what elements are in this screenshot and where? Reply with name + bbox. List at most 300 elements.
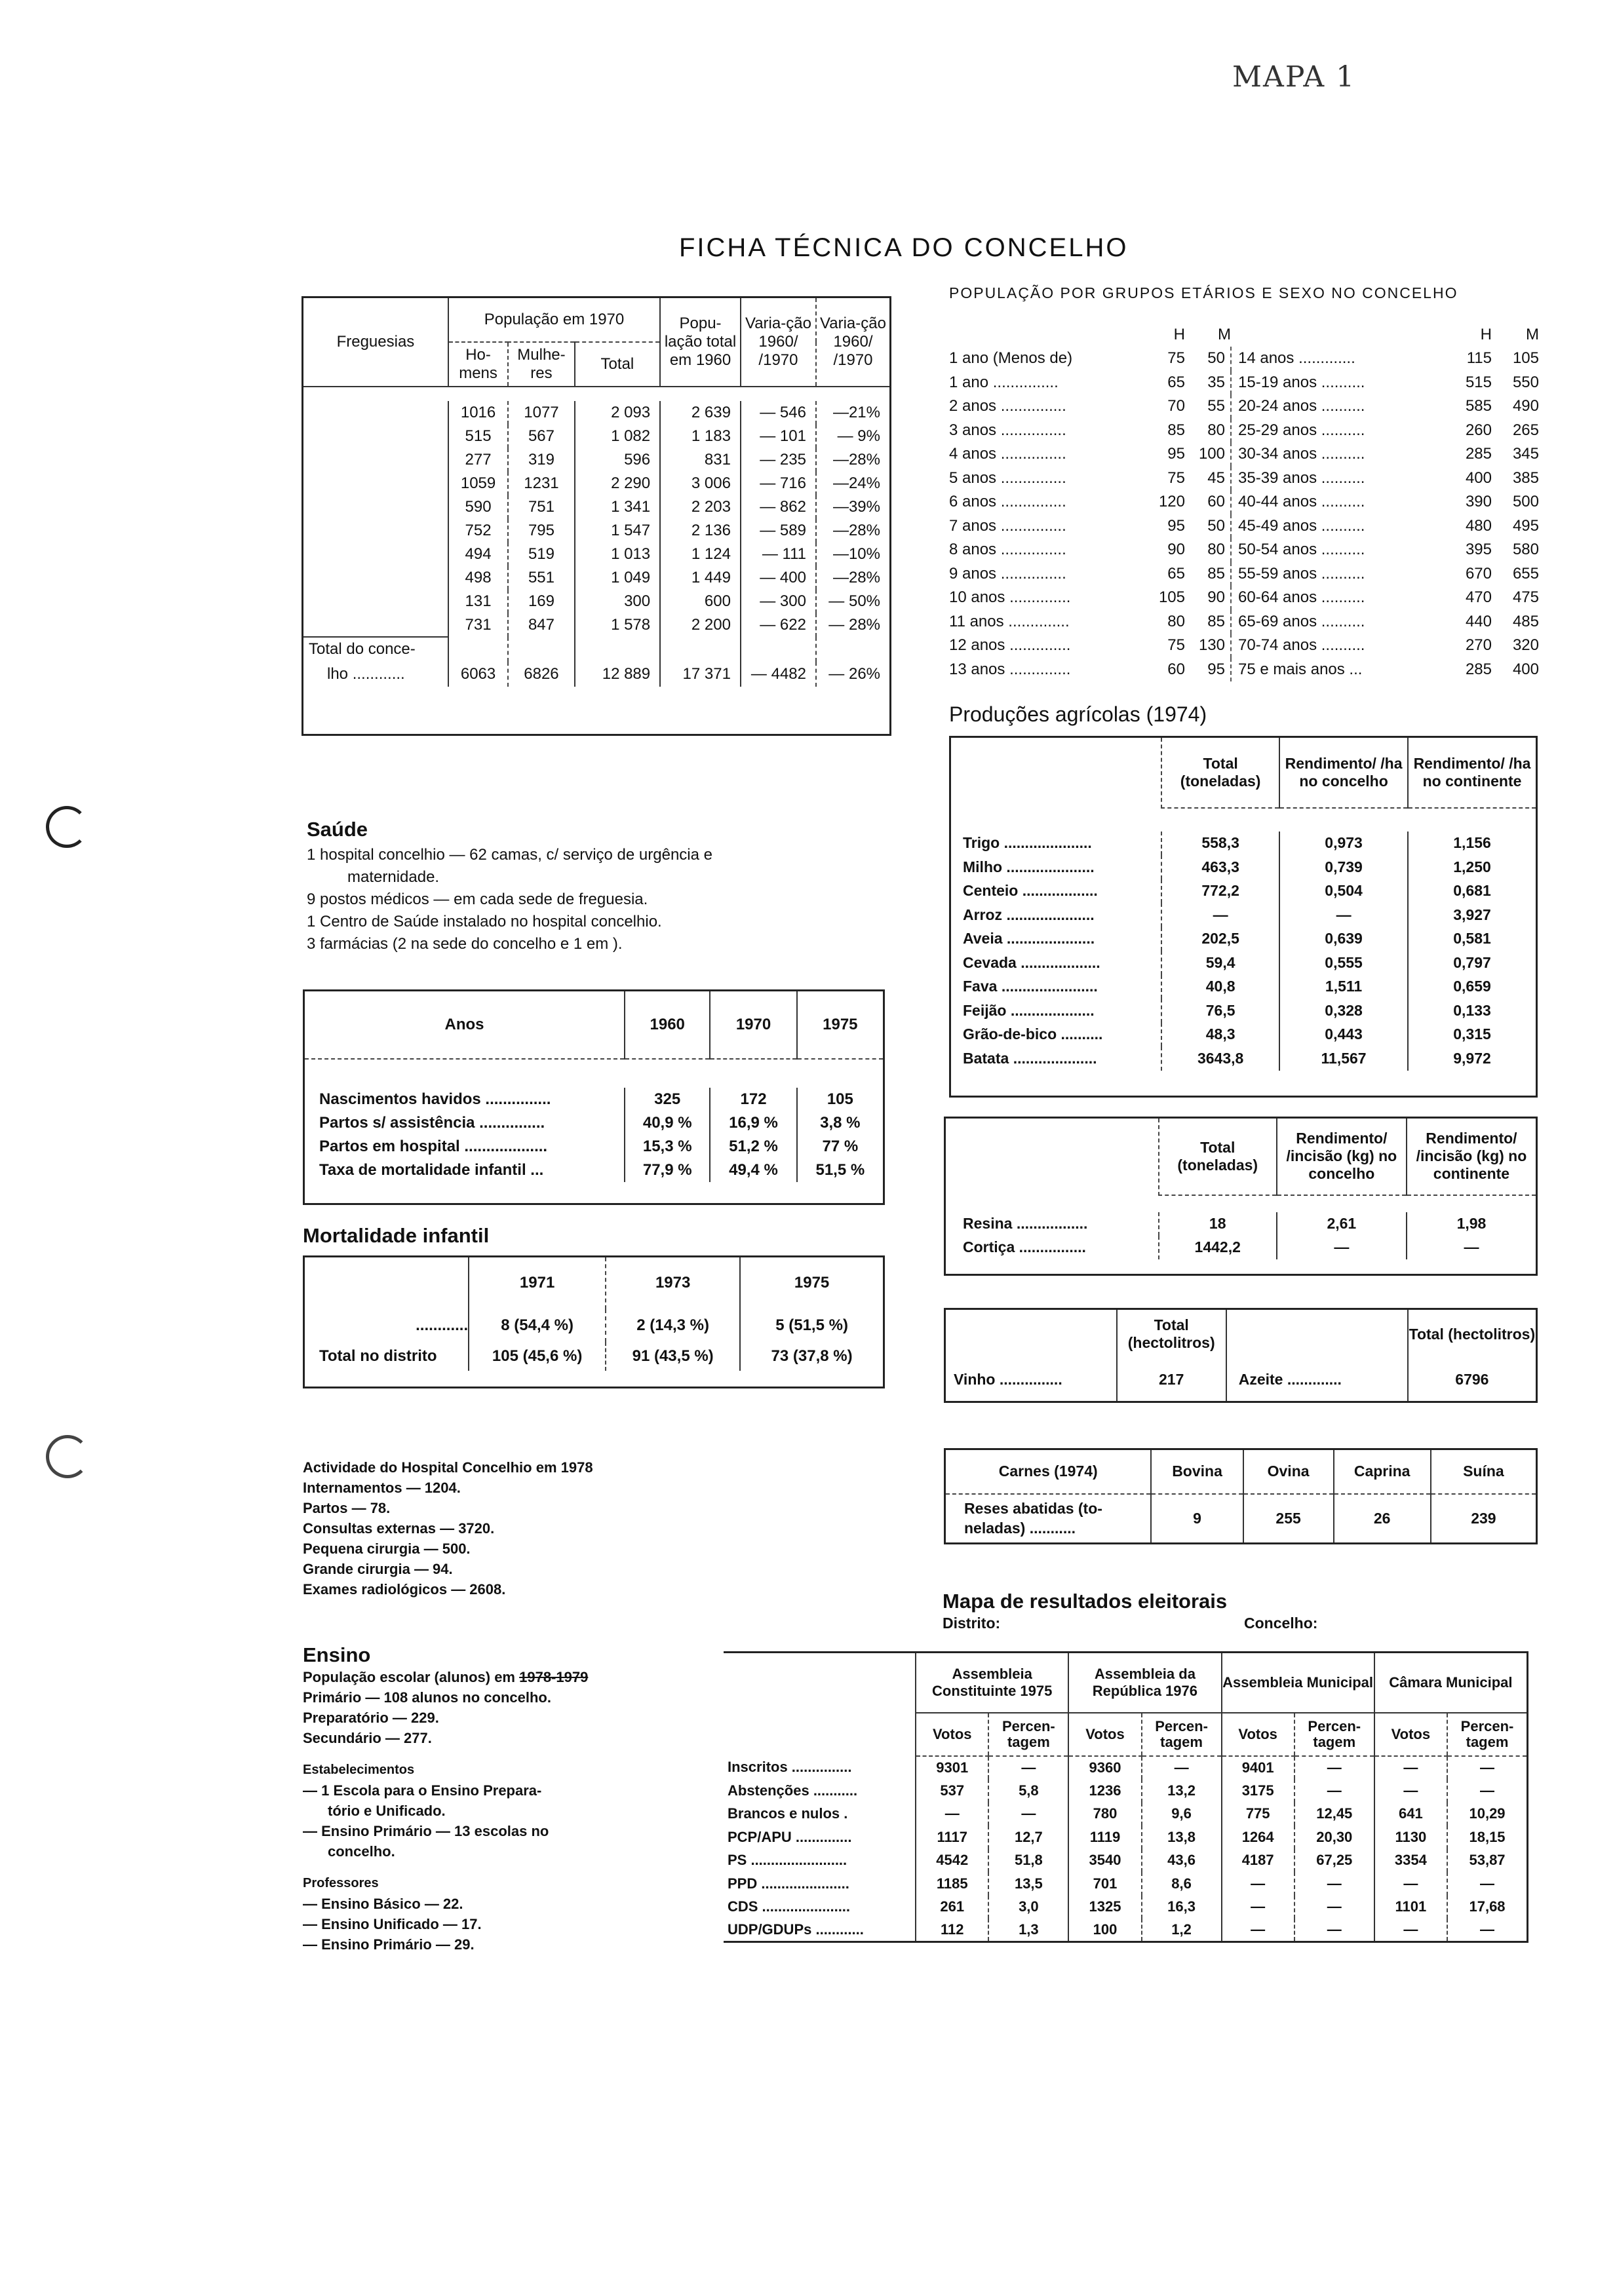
table-row — [304, 1088, 884, 1111]
table-cell: 519 — [508, 543, 574, 566]
table-cell: 1 578 — [575, 613, 660, 637]
age-h-value: 470 — [1465, 588, 1492, 607]
azeite-label: Azeite ............. — [1226, 1359, 1408, 1402]
prof-line: — Ensino Unificado — 17. — [303, 1916, 482, 1932]
age-group-label: 15-19 anos .......... — [1238, 373, 1365, 391]
table-row — [303, 472, 891, 495]
table-row — [303, 566, 891, 590]
table-row — [303, 448, 891, 472]
carnes-label-2: neladas) ........... — [964, 1520, 1076, 1537]
mortalidade-cell: 105 (45,6 %) — [469, 1342, 606, 1371]
table-spacer — [303, 387, 891, 401]
vinho-table-box — [944, 1308, 1538, 1403]
table-cell — [508, 637, 574, 662]
col-1970: 1970 — [710, 991, 796, 1059]
crop-label: Batata .................... — [963, 1049, 1097, 1067]
table-cell: 1 124 — [660, 543, 741, 566]
age-group-label: 5 anos ............... — [949, 469, 1066, 487]
table-cell: 752 — [448, 519, 508, 543]
party-label: PPD ...................... — [728, 1875, 849, 1892]
saude-line: maternidade. — [347, 868, 440, 886]
party-label: PS ........................ — [728, 1852, 847, 1869]
age-group-label: 11 anos .............. — [949, 612, 1070, 630]
table-cell: 77 % — [797, 1135, 884, 1158]
table-cell: 300 — [575, 590, 660, 613]
table-cell: 16,9 % — [710, 1111, 796, 1135]
col-azeite-hectolitros: Total (hectolitros) — [1408, 1309, 1537, 1359]
age-h-value: 515 — [1465, 373, 1492, 391]
table-spacer — [950, 1071, 1537, 1097]
party-label: CDS ...................... — [728, 1898, 851, 1915]
table-row — [950, 1023, 1537, 1047]
age-h-value: 440 — [1465, 612, 1492, 630]
table-cell: 494 — [448, 543, 508, 566]
table-cell: 1077 — [508, 401, 574, 425]
table-cell: 40,8 — [1161, 975, 1279, 999]
eleicoes-table-box — [724, 1651, 1528, 1943]
age-m-value: 105 — [1512, 349, 1539, 368]
table-cell: 2 290 — [575, 472, 660, 495]
mortalidade-cell: 73 (37,8 %) — [740, 1342, 884, 1371]
table-cell: 40,9 % — [625, 1111, 710, 1135]
grupos-etarios-section — [949, 284, 1539, 681]
table-cell: 202,5 — [1161, 927, 1279, 951]
col-1971: 1971 — [469, 1257, 606, 1309]
table-cell: 0,681 — [1408, 879, 1536, 904]
table-cell: — — [1222, 1919, 1294, 1942]
table-cell: 17,68 — [1447, 1896, 1527, 1919]
table-cell: 0,797 — [1408, 951, 1536, 975]
eleicoes-table — [724, 1651, 1528, 1943]
age-m-value: 550 — [1512, 373, 1539, 391]
col-populacao-1970: População em 1970 — [448, 297, 660, 342]
hospital-line: Internamentos — 1204. — [303, 1480, 461, 1496]
table-cell: 5,8 — [988, 1779, 1068, 1803]
table-cell: — — [1277, 1236, 1407, 1259]
carnes-row-label — [945, 1494, 1152, 1544]
table-cell: 131 — [448, 590, 508, 613]
table-cell: 2 136 — [660, 519, 741, 543]
col-m-left: M — [1218, 326, 1231, 343]
ensino-list — [303, 1667, 696, 1955]
table-cell: 51,5 % — [797, 1158, 884, 1182]
producoes-section — [949, 702, 1538, 1098]
table-cell: 1264 — [1222, 1826, 1294, 1849]
age-group-row — [949, 538, 1539, 562]
saude-section — [307, 818, 897, 955]
table-cell: 1,3 — [988, 1919, 1068, 1942]
carnes-table-box — [944, 1448, 1538, 1544]
eleicoes-meta — [943, 1613, 1318, 1634]
table-cell — [575, 637, 660, 662]
col-total-toneladas: Total (toneladas) — [1161, 737, 1279, 808]
table-cell: — — [1447, 1756, 1527, 1780]
table-cell: — — [1294, 1872, 1374, 1896]
col-anos: Anos — [304, 991, 625, 1059]
table-row — [950, 855, 1537, 879]
hospital-line: Consultas externas — 3720. — [303, 1520, 495, 1537]
total-cell: 17 371 — [660, 662, 741, 687]
table-cell: —28% — [816, 566, 891, 590]
table-cell: — 101 — [741, 425, 816, 448]
table-row — [304, 1158, 884, 1182]
table-cell: 67,25 — [1294, 1849, 1374, 1873]
table-row — [724, 1803, 1528, 1826]
total-cell: 12 889 — [575, 662, 660, 687]
table-cell: — — [1407, 1236, 1537, 1259]
hospital-section — [303, 1457, 593, 1599]
age-group-label: 60-64 anos .......... — [1238, 588, 1365, 607]
table-cell: 13,2 — [1142, 1779, 1222, 1803]
saude-list — [307, 844, 897, 955]
table-cell: 1 049 — [575, 566, 660, 590]
crop-label: Milho ..................... — [963, 858, 1095, 875]
table-cell: 11,567 — [1279, 1046, 1408, 1071]
age-group-label: 1 ano (Menos de) — [949, 349, 1073, 368]
table-cell: 3,927 — [1408, 903, 1536, 927]
age-m-value: 320 — [1512, 636, 1539, 655]
mortalidade-row-label: ............ — [416, 1316, 469, 1334]
table-cell: 0,639 — [1279, 927, 1408, 951]
table-cell: 325 — [625, 1088, 710, 1111]
hospital-line: Grande cirurgia — 94. — [303, 1561, 453, 1577]
saude-line: 3 farmácias (2 na sede do concelho e 1 em ). — [307, 935, 623, 953]
table-cell: 49,4 % — [710, 1158, 796, 1182]
hospital-line: Pequena cirurgia — 500. — [303, 1540, 471, 1557]
table-cell: 537 — [916, 1779, 988, 1803]
table-cell: 100 — [1068, 1919, 1141, 1942]
table-row — [303, 543, 891, 566]
table-cell: 1 183 — [660, 425, 741, 448]
table-cell: — 589 — [741, 519, 816, 543]
age-m-value: 85 — [1185, 610, 1231, 634]
col-freguesias: Freguesias — [303, 297, 448, 387]
age-group-row — [949, 658, 1539, 682]
table-cell: 1442,2 — [1159, 1236, 1277, 1259]
age-h-value: 85 — [1167, 421, 1185, 439]
table-row — [303, 519, 891, 543]
table-cell: 172 — [710, 1088, 796, 1111]
table-cell: 3,8 % — [797, 1111, 884, 1135]
estab-line: — 1 Escola para o Ensino Prepara- — [303, 1782, 542, 1799]
table-cell: 1,250 — [1408, 855, 1536, 879]
product-label: Resina ................. — [963, 1215, 1088, 1232]
col-1960: 1960 — [625, 991, 710, 1059]
table-cell: 847 — [508, 613, 574, 637]
table-cell: 551 — [508, 566, 574, 590]
carnes-ovina-value: 255 — [1243, 1494, 1334, 1544]
col-percentagem: Percen-tagem — [1447, 1713, 1527, 1756]
freguesias-table — [302, 296, 891, 736]
age-group-label: 2 anos ............... — [949, 397, 1066, 415]
total-row — [303, 662, 891, 687]
table-cell: 76,5 — [1161, 999, 1279, 1023]
table-cell: 3,0 — [988, 1896, 1068, 1919]
age-group-label: 12 anos .............. — [949, 636, 1071, 655]
age-group-label: 1 ano ............... — [949, 373, 1059, 391]
table-cell: 0,659 — [1408, 975, 1536, 999]
handwritten-map-number: MAPA 1 — [1232, 60, 1356, 94]
eleicoes-section — [943, 1590, 1318, 1634]
table-cell: 1 013 — [575, 543, 660, 566]
age-m-value: 90 — [1185, 586, 1231, 610]
table-cell: 3 006 — [660, 472, 741, 495]
table-cell — [660, 637, 741, 662]
table-cell: —10% — [816, 543, 891, 566]
table-cell: 4542 — [916, 1849, 988, 1873]
col-rend-concelho: Rendimento/ /ha no concelho — [1279, 737, 1408, 808]
table-cell — [816, 637, 891, 662]
crop-label: Grão-de-bico .......... — [963, 1025, 1103, 1043]
table-cell: — — [1294, 1919, 1374, 1942]
age-h-value: 75 — [1167, 636, 1185, 655]
table-cell: 112 — [916, 1919, 988, 1942]
freguesia-name — [303, 566, 448, 590]
table-row — [303, 495, 891, 519]
mortalidade-cell: 5 (51,5 %) — [740, 1309, 884, 1342]
table-cell: 567 — [508, 425, 574, 448]
prof-line: — Ensino Primário — 29. — [303, 1936, 475, 1953]
table-cell: 0,555 — [1279, 951, 1408, 975]
page-title: FICHA TÉCNICA DO CONCELHO — [679, 233, 1129, 262]
table-row — [950, 975, 1537, 999]
row-label: Taxa de mortalidade infantil ... — [319, 1160, 544, 1179]
saude-title: Saúde — [307, 818, 368, 841]
table-cell: 1,511 — [1279, 975, 1408, 999]
age-group-label: 9 anos ............... — [949, 564, 1066, 583]
age-h-value: 285 — [1465, 445, 1492, 463]
age-m-value: 490 — [1512, 397, 1539, 415]
table-cell: 20,30 — [1294, 1826, 1374, 1849]
age-group-row — [949, 586, 1539, 610]
age-group-label: 25-29 anos .......... — [1238, 421, 1365, 439]
table-row — [950, 951, 1537, 975]
estab-line: — Ensino Primário — 13 escolas no — [303, 1823, 549, 1839]
freguesias-table-box — [302, 296, 891, 736]
table-cell: — — [1447, 1919, 1527, 1942]
row-label: Partos em hospital ................... — [319, 1137, 548, 1155]
ensino-line: Primário — 108 alunos no concelho. — [303, 1689, 551, 1706]
table-cell: 1130 — [1374, 1826, 1447, 1849]
age-m-value: 95 — [1185, 658, 1231, 682]
age-group-row — [949, 347, 1539, 371]
mortalidade-cell: 91 (43,5 %) — [606, 1342, 740, 1371]
table-row — [945, 1236, 1537, 1259]
mortalidade-title: Mortalidade infantil — [303, 1224, 490, 1247]
age-h-value: 670 — [1465, 564, 1492, 583]
table-cell: — — [1222, 1896, 1294, 1919]
age-m-value: 655 — [1512, 564, 1539, 583]
blank-cell — [724, 1713, 916, 1756]
row-label: Nascimentos havidos ............... — [319, 1090, 551, 1108]
carnes-bovina-value: 9 — [1151, 1494, 1243, 1544]
party-label: PCP/APU .............. — [728, 1828, 852, 1845]
table-cell: 1236 — [1068, 1779, 1141, 1803]
age-m-value: 55 — [1185, 394, 1231, 419]
age-m-value: 80 — [1185, 419, 1231, 443]
table-cell: 0,504 — [1279, 879, 1408, 904]
total-cell: 6826 — [508, 662, 574, 687]
table-cell: 0,133 — [1408, 999, 1536, 1023]
table-cell: 1101 — [1374, 1896, 1447, 1919]
age-group-label: 6 anos ............... — [949, 493, 1066, 511]
table-cell: 277 — [448, 448, 508, 472]
table-cell: —24% — [816, 472, 891, 495]
table-cell: — — [1142, 1756, 1222, 1780]
party-label: Brancos e nulos . — [728, 1805, 848, 1822]
age-group-label: 70-74 anos .......... — [1238, 636, 1365, 655]
table-cell: — 546 — [741, 401, 816, 425]
table-cell — [448, 637, 508, 662]
age-group-label: 30-34 anos .......... — [1238, 445, 1365, 463]
table-cell: 51,2 % — [710, 1135, 796, 1158]
age-h-value: 60 — [1167, 660, 1185, 678]
age-group-row — [949, 442, 1539, 467]
mortalidade-section — [303, 1224, 885, 1388]
table-cell: 9401 — [1222, 1756, 1294, 1780]
age-h-value: 90 — [1167, 541, 1185, 559]
table-cell: 1 449 — [660, 566, 741, 590]
table-cell: — — [1294, 1756, 1374, 1780]
age-h-value: 585 — [1465, 397, 1492, 415]
estab-line: concelho. — [328, 1843, 395, 1860]
table-cell: 18 — [1159, 1212, 1277, 1236]
table-cell: —39% — [816, 495, 891, 519]
table-cell: 1231 — [508, 472, 574, 495]
table-cell — [741, 637, 816, 662]
table-cell: — 235 — [741, 448, 816, 472]
age-m-value: 35 — [1185, 371, 1231, 395]
age-group-label: 75 e mais anos ... — [1238, 660, 1363, 678]
group-constituinte: Assembleia Constituinte 1975 — [916, 1653, 1068, 1713]
table-cell: 319 — [508, 448, 574, 472]
table-cell: 261 — [916, 1896, 988, 1919]
table-cell: — 622 — [741, 613, 816, 637]
table-row — [724, 1919, 1528, 1942]
age-group-row — [949, 371, 1539, 395]
age-h-value: 65 — [1167, 373, 1185, 391]
table-cell: — — [1294, 1779, 1374, 1803]
row-label: Partos s/ assistência ............... — [319, 1113, 545, 1132]
table-cell: — — [1222, 1872, 1294, 1896]
table-cell: 1117 — [916, 1826, 988, 1849]
table-cell: 2 639 — [660, 401, 741, 425]
table-cell: 43,6 — [1142, 1849, 1222, 1873]
table-spacer — [304, 1182, 884, 1204]
producoes-title: Produções agrícolas (1974) — [949, 702, 1207, 726]
table-cell: — 50% — [816, 590, 891, 613]
table-cell: — 716 — [741, 472, 816, 495]
table-cell: 13,5 — [988, 1872, 1068, 1896]
table-cell: 1185 — [916, 1872, 988, 1896]
table-cell: — — [916, 1803, 988, 1826]
col-percentagem: Percen-tagem — [1294, 1713, 1374, 1756]
table-cell: — — [1374, 1756, 1447, 1780]
col-total-toneladas: Total (toneladas) — [1159, 1118, 1277, 1195]
age-h-value: 120 — [1158, 493, 1185, 511]
table-cell: 0,315 — [1408, 1023, 1536, 1047]
table-cell: 3175 — [1222, 1779, 1294, 1803]
table-cell: 772,2 — [1161, 879, 1279, 904]
total-row — [303, 637, 891, 662]
age-m-value: 345 — [1512, 445, 1539, 463]
col-rend-incisao-concelho: Rendimento/ /incisão (kg) no concelho — [1277, 1118, 1407, 1195]
table-cell: 10,29 — [1447, 1803, 1527, 1826]
table-cell: 1 341 — [575, 495, 660, 519]
age-h-value: 75 — [1167, 469, 1185, 487]
producoes-table — [949, 736, 1538, 1098]
table-cell: 2,61 — [1277, 1212, 1407, 1236]
group-camara: Câmara Municipal — [1374, 1653, 1528, 1713]
nascimentos-table-box — [303, 989, 885, 1205]
age-h-value: 390 — [1465, 493, 1492, 511]
freguesia-name — [303, 519, 448, 543]
total-label: Total do conce- — [303, 637, 448, 662]
col-populacao-1960: Popu-lação total em 1960 — [660, 297, 741, 387]
table-cell: 515 — [448, 425, 508, 448]
age-group-label: 35-39 anos .......... — [1238, 469, 1365, 487]
col-mulheres: Mulhe-res — [508, 342, 574, 387]
age-group-label: 55-59 anos .......... — [1238, 564, 1365, 583]
col-h-right: H — [1480, 326, 1492, 343]
age-group-row — [949, 394, 1539, 419]
table-cell: — 9% — [816, 425, 891, 448]
saude-line: 1 Centro de Saúde instalado no hospital concelhio. — [307, 913, 662, 930]
mortalidade-cell: 8 (54,4 %) — [469, 1309, 606, 1342]
col-votos: Votos — [1374, 1713, 1447, 1756]
hospital-title: Actividade do Hospital Concelhio em 1978 — [303, 1459, 593, 1476]
table-cell: 0,443 — [1279, 1023, 1408, 1047]
table-cell: 0,581 — [1408, 927, 1536, 951]
age-group-label: 50-54 anos .......... — [1238, 541, 1365, 559]
table-cell: — — [988, 1756, 1068, 1780]
table-cell: 3354 — [1374, 1849, 1447, 1873]
age-group-label: 45-49 anos .......... — [1238, 516, 1365, 535]
table-cell: 9,6 — [1142, 1803, 1222, 1826]
table-row — [724, 1896, 1528, 1919]
carnes-table — [944, 1448, 1538, 1544]
age-group-label: 13 anos .............. — [949, 660, 1071, 678]
col-suina: Suína — [1431, 1449, 1537, 1494]
table-cell: —21% — [816, 401, 891, 425]
table-cell: 731 — [448, 613, 508, 637]
azeite-value: 6796 — [1408, 1359, 1537, 1402]
table-cell: 1 082 — [575, 425, 660, 448]
table-cell: 1,156 — [1408, 832, 1536, 856]
col-caprina: Caprina — [1334, 1449, 1431, 1494]
table-row — [724, 1756, 1528, 1780]
table-row — [950, 903, 1537, 927]
estabelecimentos-title: Estabelecimentos — [303, 1763, 415, 1777]
table-cell: — — [1447, 1872, 1527, 1896]
freguesia-name — [303, 495, 448, 519]
table-cell: 498 — [448, 566, 508, 590]
table-cell: — — [988, 1803, 1068, 1826]
table-row — [303, 425, 891, 448]
table-cell: 775 — [1222, 1803, 1294, 1826]
age-m-value: 100 — [1185, 442, 1231, 467]
table-row — [724, 1826, 1528, 1849]
table-row — [303, 613, 891, 637]
table-cell: 8,6 — [1142, 1872, 1222, 1896]
table-cell: 13,8 — [1142, 1826, 1222, 1849]
total-cell: 6063 — [448, 662, 508, 687]
col-votos: Votos — [916, 1713, 988, 1756]
freguesia-name — [303, 401, 448, 425]
age-m-value: 80 — [1185, 538, 1231, 562]
table-cell: 780 — [1068, 1803, 1141, 1826]
age-m-value: 85 — [1185, 562, 1231, 586]
